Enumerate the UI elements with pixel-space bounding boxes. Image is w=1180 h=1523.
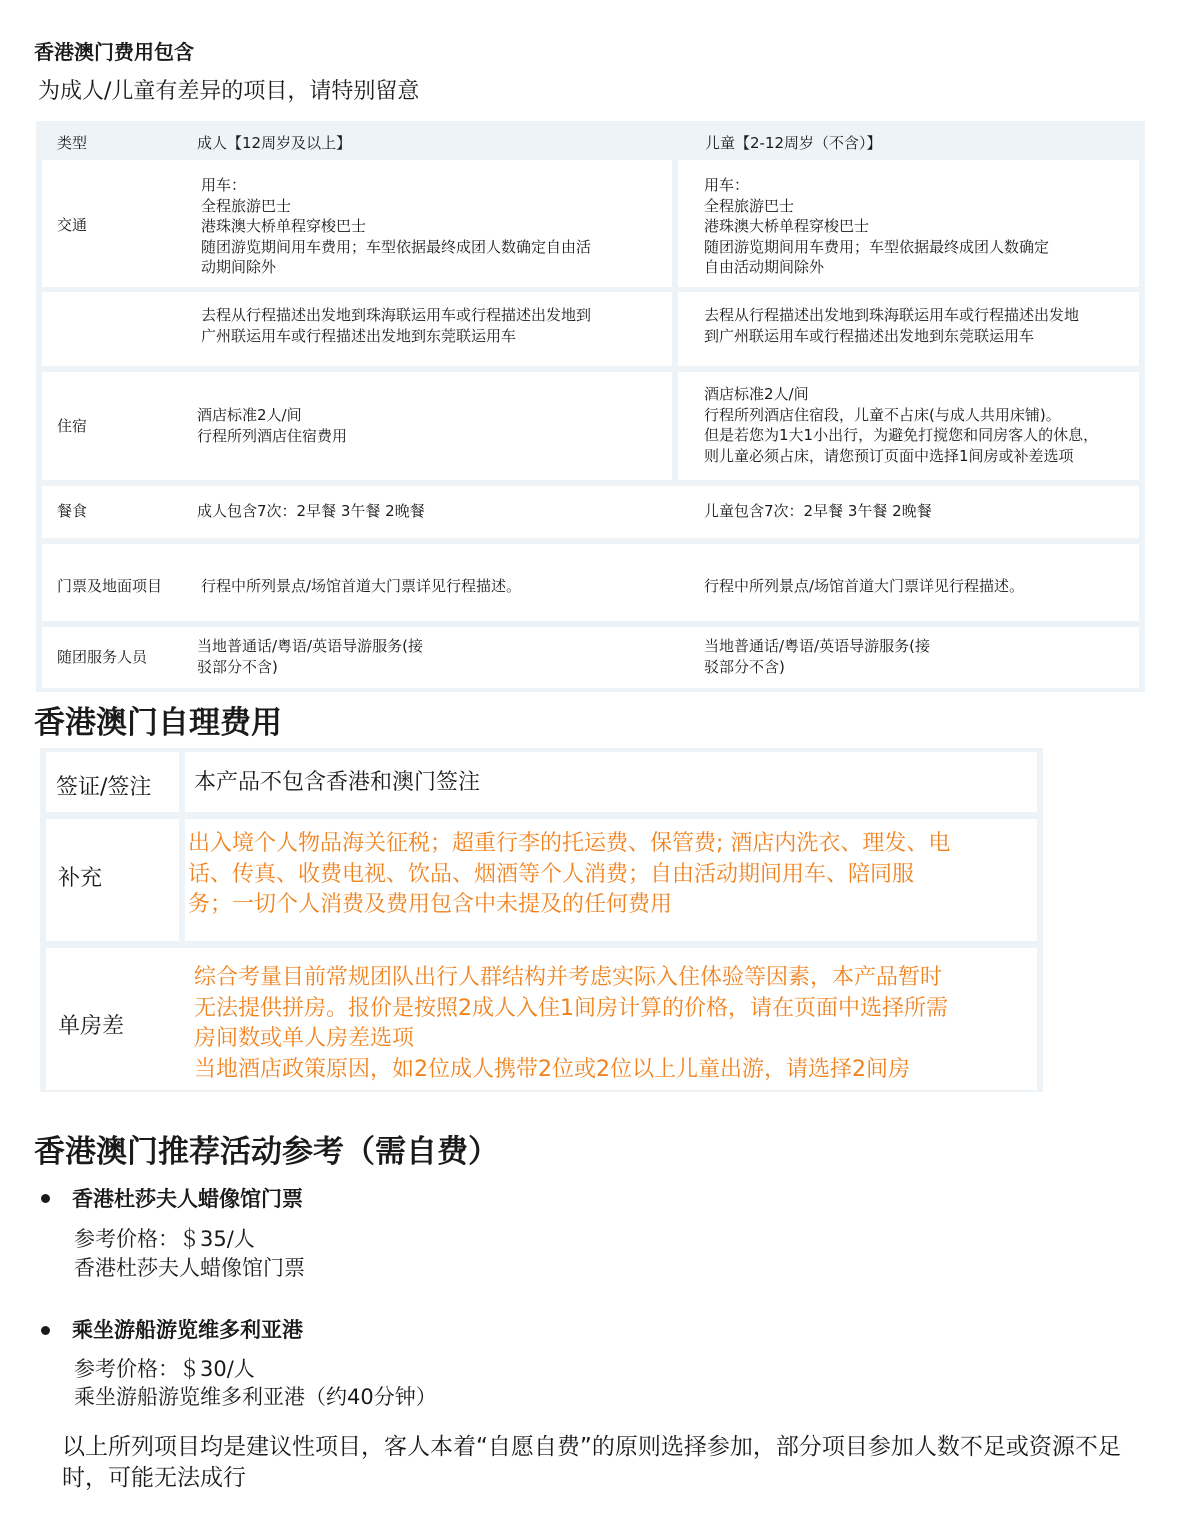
self-paid-section-title: 香港澳门自理费用	[34, 705, 282, 741]
row-type: 随团服务人员	[57, 648, 148, 666]
row-child: 去程从行程描述出发地到珠海联运用车或行程描述出发地 到广州联运用车或行程描述出发地到东莞联运用车	[704, 306, 1080, 345]
row-type: 门票及地面项目	[57, 577, 163, 595]
activity-name: 乘坐游船游览维多利亚港	[72, 1318, 303, 1342]
table-row	[42, 160, 672, 287]
activity-price: 参考价格：＄30/人	[74, 1357, 255, 1381]
row-value: 本产品不包含香港和澳门签注	[194, 770, 481, 795]
row-label: 补充	[58, 866, 103, 891]
activities-footnote: 以上所列项目均是建议性项目，客人本着“自愿自费”的原则选择参加，部分项目参加人数不足或资源不足时，可能无法成行	[62, 1434, 1121, 1491]
row-adult: 用车： 全程旅游巴士 港珠澳大桥单程穿梭巴士 随团游览期间用车费用；车型依据最终成团人数确定自由活 动期间除外	[201, 176, 592, 276]
table-row	[42, 544, 1139, 621]
header-child: 儿童【2-12周岁（不含）】	[705, 134, 882, 152]
row-type: 餐食	[57, 502, 88, 520]
included-table	[36, 121, 1145, 692]
row-adult: 成人包含7次：2早餐 3午餐 2晚餐	[197, 502, 425, 520]
table-cell-child	[678, 160, 1139, 287]
row-adult: 去程从行程描述出发地到珠海联运用车或行程描述出发地到 广州联运用车或行程描述出发地到东莞联运用车	[201, 306, 592, 345]
value-cell	[185, 819, 1037, 941]
activity-name: 香港杜莎夫人蜡像馆门票	[72, 1187, 303, 1211]
activities-section-title: 香港澳门推荐活动参考（需自费）	[34, 1134, 499, 1170]
included-note: 为成人/儿童有差异的项目，请特别留意	[38, 79, 420, 104]
label-cell	[46, 752, 179, 812]
bullet-icon	[41, 1194, 50, 1203]
table-cell-child	[678, 372, 1139, 480]
table-row	[42, 372, 672, 480]
row-child: 酒店标准2人/间 行程所列酒店住宿段，儿童不占床(与成人共用床铺)。 但是若您为1大1小出行，为避免打搅您和同房客人的休息， 则儿童必须占床，请您预订页面中选择1间房或补差选项	[704, 385, 1099, 465]
activity-desc: 香港杜莎夫人蜡像馆门票	[74, 1256, 305, 1280]
row-type: 住宿	[57, 417, 88, 435]
included-section-title: 香港澳门费用包含	[34, 40, 194, 64]
row-child: 当地普通话/粤语/英语导游服务(接 驳部分不含)	[704, 637, 930, 676]
row-child: 用车： 全程旅游巴士 港珠澳大桥单程穿梭巴士 随团游览期间用车费用；车型依据最终成团人数确定 自由活动期间除外	[704, 176, 1050, 276]
table-row	[42, 627, 1139, 688]
row-child: 儿童包含7次：2早餐 3午餐 2晚餐	[704, 502, 932, 520]
self-paid-table	[40, 748, 1043, 1092]
activity-desc: 乘坐游船游览维多利亚港（约40分钟）	[74, 1385, 437, 1409]
row-label: 签证/签注	[56, 775, 152, 800]
activity-price: 参考价格：＄35/人	[74, 1227, 255, 1251]
table-cell-child	[678, 292, 1139, 366]
value-cell	[185, 752, 1037, 812]
header-adult: 成人【12周岁及以上】	[197, 134, 352, 152]
header-type: 类型	[57, 134, 88, 152]
label-cell	[46, 819, 179, 941]
row-adult: 当地普通话/粤语/英语导游服务(接 驳部分不含)	[197, 637, 423, 676]
row-value: 出入境个人物品海关征税；超重行李的托运费、保管费; 酒店内洗衣、理发、电 话、传真、收费电视、饮品、烟酒等个人消费；自由活动期间用车、陪同服 务；一切个人消费及费用包含中未提及的任何费用	[188, 831, 951, 917]
table-row	[42, 292, 672, 366]
row-value: 综合考量目前常规团队出行人群结构并考虑实际入住体验等因素，本产品暂时 无法提供拼房。报价是按照2成人入住1间房计算的价格，请在页面中选择所需 房间数或单人房差选项 当地酒店政策原因，如2位成人携带2位或2位以上儿童出游，请选择2间房	[194, 965, 948, 1082]
row-label: 单房差	[58, 1014, 125, 1039]
table-row	[42, 486, 1139, 538]
row-adult: 酒店标准2人/间 行程所列酒店住宿费用	[197, 406, 348, 445]
bullet-icon	[41, 1326, 50, 1335]
table-row	[46, 948, 1037, 1090]
row-adult: 行程中所列景点/场馆首道大门票详见行程描述。	[201, 577, 522, 595]
row-type: 交通	[57, 216, 88, 234]
row-child: 行程中所列景点/场馆首道大门票详见行程描述。	[704, 577, 1025, 595]
